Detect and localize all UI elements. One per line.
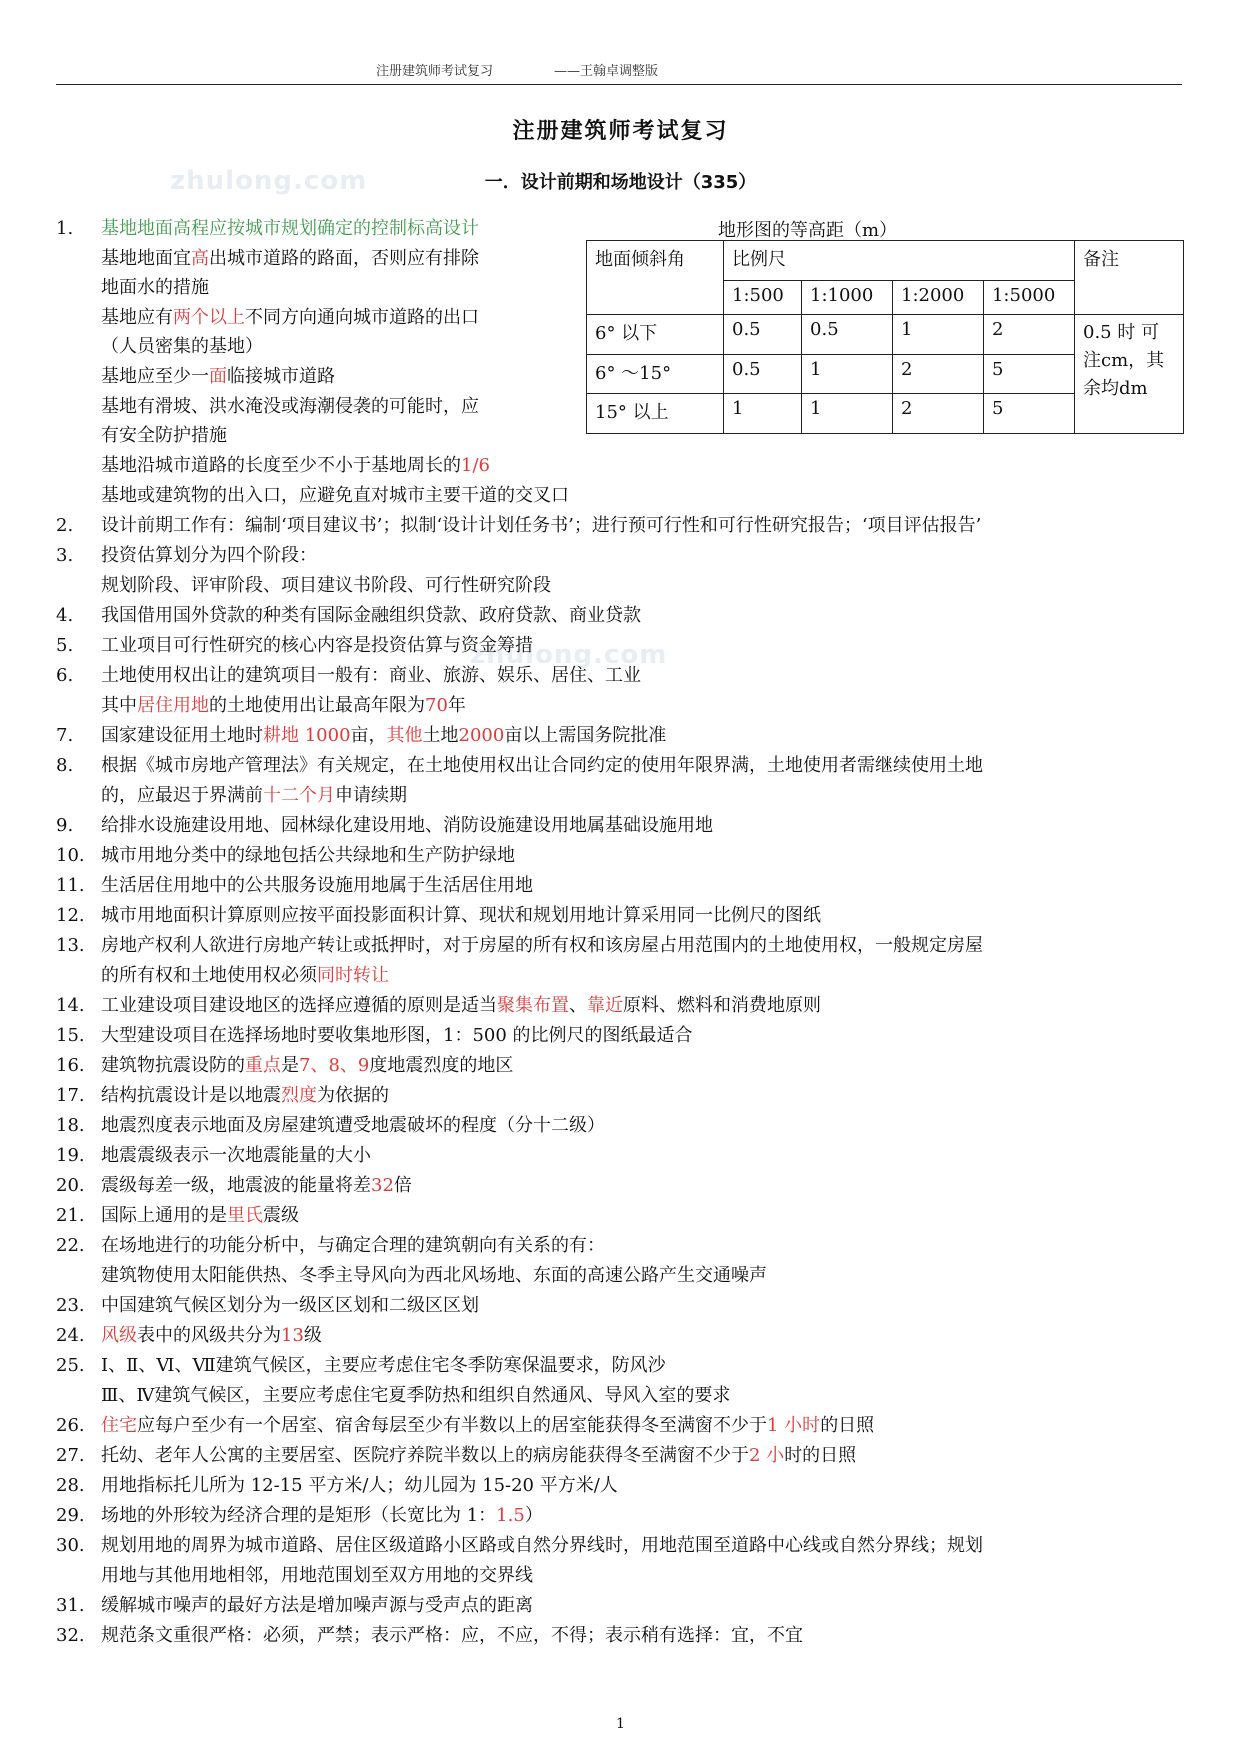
item-text [101,635,533,657]
item-text [101,1325,322,1347]
item-text [101,545,317,567]
item-number: 32. [56,1625,85,1646]
value-cell: 2 [893,394,984,434]
text-segment: （人员密集的基地） [101,336,263,357]
section-title: 一．设计前期和场地设计（335） [484,172,757,193]
text-segment: Ⅰ、Ⅱ、Ⅵ、Ⅶ建筑气候区，主要应考虑住宅冬季防寒保温要求，防风沙 [101,1355,666,1376]
text-segment: 申请续期 [335,785,407,806]
item-number: 17. [56,1085,85,1106]
item-number: 4. [56,605,74,626]
item-text [101,1025,693,1047]
watermark: zhulong.com [470,640,668,670]
text-segment: 基地或建筑物的出入口，应避免直对城市主要干道的交叉口 [101,485,569,506]
item-number: 20. [56,1175,85,1196]
item-text [101,1205,299,1227]
value-cell: 1 [724,394,802,434]
item-text [101,1175,412,1197]
text-segment: 结构抗震设计是以地震 [101,1085,281,1106]
header-slope: 地面倾斜角 [587,241,724,315]
text-segment: 用地与其他用地相邻，用地范围划至双方用地的交界线 [101,1565,533,1586]
text-segment: 生活居住用地中的公共服务设施用地属于生活居住用地 [101,875,533,896]
text-segment: 基地应有 [101,307,173,328]
item-text [101,455,490,477]
item-text [101,1085,389,1107]
header-left: 注册建筑师考试复习 [376,64,494,79]
highlight-text: 同时转让 [317,965,389,986]
highlight-text: 7、8、9 [299,1055,370,1076]
text-segment: 是 [281,1055,299,1076]
scale-cell: 1:2000 [893,280,984,314]
value-cell: 0.5 [724,354,802,394]
text-segment: 工业建设项目建设地区的选择应遵循的原则是适当 [101,995,497,1016]
text-segment: 的所有权和土地使用权必须 [101,965,317,986]
text-segment: 表中的风级共分为 [137,1325,281,1346]
item-text [101,336,263,358]
text-segment: 有安全防护措施 [101,425,227,446]
text-segment: 规划用地的周界为城市道路、居住区级道路小区路或自然分界线时，用地范围至道路中心线或自然分界线；规划 [101,1535,983,1556]
item-text [101,935,983,957]
text-segment: 给排水设施建设用地、园林绿化建设用地、消防设施建设用地属基础设施用地 [101,815,713,836]
text-segment: 地震烈度表示地面及房屋建筑遭受地震破坏的程度（分十二级） [101,1115,605,1136]
text-segment: 基地有滑坡、洪水淹没或海潮侵袭的可能时，应 [101,396,479,417]
highlight-text: 其他 [386,725,423,746]
item-number: 1. [56,218,74,239]
item-text [101,785,407,807]
text-segment: 设计前期工作有：编制‘项目建议书’；拟制‘设计计划任务书’；进行预可行性和可行性研究报告；‘项目评估报告’ [101,515,982,536]
item-number: 7. [56,725,74,746]
page-number: 1 [616,1716,625,1732]
text-segment: 工业项目可行性研究的核心内容是投资估算与资金筹措 [101,635,533,656]
item-text [101,1595,533,1617]
text-segment: 地面水的措施 [101,277,209,298]
item-number: 13. [56,935,85,956]
slope-cell: 6° 以下 [587,314,724,354]
scale-cell: 1:5000 [983,280,1074,314]
text-segment: 国际上通用的是 [101,1205,227,1226]
document-title: 注册建筑师考试复习 [512,119,729,144]
item-text [101,485,569,507]
item-text [101,277,209,299]
highlight-text: 重点 [245,1055,281,1076]
item-number: 24. [56,1325,85,1346]
table-caption: 地形图的等高距（m） [718,220,898,241]
item-number: 30. [56,1535,85,1556]
item-number: 28. [56,1475,85,1496]
text-segment: 地震震级表示一次地震能量的大小 [101,1145,371,1166]
text-segment: 用地指标托儿所为 12-15 平方米/人；幼儿园为 15-20 平方米/人 [101,1475,618,1496]
item-number: 29. [56,1505,85,1526]
header-note: 备注 [1075,241,1184,315]
watermark: zhulong.com [170,166,368,196]
text-segment: 原料、燃料和消费地原则 [623,995,821,1016]
contour-interval-table [586,240,1184,434]
item-text [101,1445,856,1467]
text-segment: 投资估算划分为四个阶段： [101,545,317,566]
slope-cell: 15° 以上 [587,394,724,434]
text-segment: 基地地面宜 [101,248,191,269]
value-cell: 2 [983,314,1074,354]
highlight-text: 靠近 [587,995,623,1016]
item-number: 15. [56,1025,85,1046]
highlight-text: 高 [191,248,209,269]
item-number: 6. [56,665,74,686]
scale-cell: 1:500 [724,280,802,314]
value-cell: 1 [802,394,893,434]
item-text [101,575,551,597]
highlight-text: 面 [209,366,227,387]
item-text [101,1505,543,1527]
highlight-text: 32 [371,1175,394,1196]
page-header [56,56,1182,85]
highlight-text: 十二个月 [263,785,335,806]
item-text [101,695,466,717]
text-segment: 房地产权利人欲进行房地产转让或抵押时，对于房屋的所有权和该房屋占用范围内的土地使用权，一般规定房屋 [101,935,983,956]
value-cell: 2 [893,354,984,394]
item-text [101,1295,479,1317]
highlight-text: 里氏 [227,1205,263,1226]
text-segment: 土地 [422,725,459,746]
item-number: 8. [56,755,74,776]
item-number: 16. [56,1055,85,1076]
text-segment: 在场地进行的功能分析中，与确定合理的建筑朝向有关系的有： [101,1235,605,1256]
text-segment: 国家建设征用土地时 [101,725,263,746]
item-text [101,995,821,1017]
header-right: ——王翰卓调整版 [554,64,659,79]
item-number: 27. [56,1445,85,1466]
item-text [101,845,515,867]
text-segment: 规划阶段、评审阶段、项目建议书阶段、可行性研究阶段 [101,575,551,596]
value-cell: 5 [983,354,1074,394]
text-segment: 年 [447,695,466,716]
item-text [101,905,821,927]
highlight-text: 居住用地 [137,695,209,716]
item-number: 12. [56,905,85,926]
highlight-text: 70 [425,695,448,716]
item-text [101,1565,533,1587]
highlight-text: 耕地 1000 [263,725,351,746]
item-text [101,396,479,418]
text-segment: 根据《城市房地产管理法》有关规定，在土地使用权出让合同约定的使用年限界满，土地使用者需继续使用土地 [101,755,983,776]
text-segment: 基地地面高程应按城市规划确定的控制标高设计 [101,218,479,239]
text-segment: 土地使用权出让的建筑项目一般有：商业、旅游、娱乐、居住、工业 [101,665,641,686]
item-text [101,425,227,447]
value-cell: 1 [802,354,893,394]
text-segment: 城市用地面积计算原则应按平面投影面积计算、现状和规划用地计算采用同一比例尺的图纸 [101,905,821,926]
text-segment: 城市用地分类中的绿地包括公共绿地和生产防护绿地 [101,845,515,866]
item-text [101,605,641,627]
item-number: 11. [56,875,85,896]
header-scale: 比例尺 [724,241,1075,281]
item-text [101,366,335,388]
highlight-text: 住宅 [101,1415,137,1436]
item-text [101,1265,767,1287]
text-segment: 中国建筑气候区划分为一级区区划和二级区区划 [101,1295,479,1316]
text-segment: 时的日照 [784,1445,857,1466]
value-cell: 5 [983,394,1074,434]
highlight-text: 聚集布置 [497,995,569,1016]
text-segment: 场地的外形较为经济合理的是矩形（长宽比为 1： [101,1505,497,1526]
slope-cell: 6° ～15° [587,354,724,394]
item-text [101,665,641,687]
item-number: 22. [56,1235,85,1256]
text-segment: 倍 [393,1175,412,1196]
text-segment: 震级每差一级，地震波的能量将差 [101,1175,371,1196]
item-text [101,1355,666,1377]
item-text [101,1115,605,1137]
item-text [101,1055,513,1077]
item-text [101,1475,618,1497]
text-segment: 应每户至少有一个居室、宿舍每层至少有半数以上的居室能获得冬至满窗不少于 [137,1415,767,1436]
item-text [101,307,479,329]
text-segment: ） [524,1505,543,1526]
highlight-text: 1.5 [496,1505,525,1526]
text-segment: 出城市道路的路面，否则应有排除 [209,248,479,269]
text-segment: 震级 [263,1205,299,1226]
item-number: 26. [56,1415,85,1436]
highlight-text: 13 [281,1325,304,1346]
text-segment: Ⅲ、Ⅳ建筑气候区，主要应考虑住宅夏季防热和组织自然通风、导风入室的要求 [101,1385,731,1406]
item-number: 5. [56,635,74,656]
text-segment: 托幼、老年人公寓的主要居室、医院疗养院半数以上的病房能获得冬至满窗不少于 [101,1445,749,1466]
item-text [101,875,533,897]
item-number: 31. [56,1595,85,1616]
highlight-text: 2 小 [749,1445,785,1466]
item-text [101,1145,371,1167]
highlight-text: 1 小时 [767,1415,821,1436]
text-segment: 我国借用国外贷款的种类有国际金融组织贷款、政府贷款、商业贷款 [101,605,641,626]
text-segment: 级 [303,1325,322,1346]
text-segment: 基地沿城市道路的长度至少不小于基地周长的 [101,455,461,476]
text-segment: 缓解城市噪声的最好方法是增加噪声源与受声点的距离 [101,1595,533,1616]
item-number: 14. [56,995,85,1016]
item-text [101,515,981,537]
value-cell: 0.5 [724,314,802,354]
scale-cell: 1:1000 [802,280,893,314]
text-segment: 基地应至少一 [101,366,209,387]
item-number: 18. [56,1115,85,1136]
text-segment: 度地震烈度的地区 [369,1055,514,1076]
item-text [101,1385,730,1407]
text-segment: 建筑物抗震设防的 [101,1055,245,1076]
item-number: 9. [56,815,74,836]
text-segment: 为依据的 [317,1085,389,1106]
text-segment: 亩以上需国务院批准 [504,725,667,746]
item-text [101,248,479,270]
highlight-text: 1/6 [461,455,490,476]
text-segment: 不同方向通向城市道路的出口 [245,307,479,328]
item-text [101,1535,983,1557]
item-number: 2. [56,515,74,536]
item-text [101,965,389,987]
item-text [101,218,479,240]
text-segment: 规范条文重很严格：必须，严禁；表示严格：应，不应，不得；表示稍有选择：宜，不宜 [101,1625,803,1646]
item-text [101,725,666,747]
highlight-text: 两个以上 [173,307,245,328]
text-segment: 的日照 [820,1415,875,1436]
item-text [101,755,983,777]
item-text [101,815,713,837]
text-segment: 的，应最迟于界满前 [101,785,263,806]
highlight-text: 2000 [458,725,505,746]
text-segment: 的土地使用出让最高年限为 [209,695,425,716]
item-number: 25. [56,1355,85,1376]
value-cell: 0.5 [802,314,893,354]
item-text [101,1415,874,1437]
text-segment: 、 [569,995,587,1016]
text-segment: 亩， [350,725,387,746]
item-number: 19. [56,1145,85,1166]
value-cell: 1 [893,314,984,354]
item-number: 23. [56,1295,85,1316]
text-segment: 临接城市道路 [227,366,335,387]
item-number: 10. [56,845,85,866]
item-text [101,1625,803,1647]
note-cell: 0.5 时 可注cm，其余均dm [1075,314,1184,433]
text-segment: 大型建设项目在选择场地时要收集地形图，1：500 的比例尺的图纸最适合 [101,1025,693,1046]
text-segment: 建筑物使用太阳能供热、冬季主导风向为西北风场地、东面的高速公路产生交通噪声 [101,1265,767,1286]
text-segment: 其中 [101,695,137,716]
highlight-text: 烈度 [281,1085,317,1106]
highlight-text: 风级 [101,1325,137,1346]
item-text [101,1235,605,1257]
item-number: 21. [56,1205,85,1226]
item-number: 3. [56,545,74,566]
